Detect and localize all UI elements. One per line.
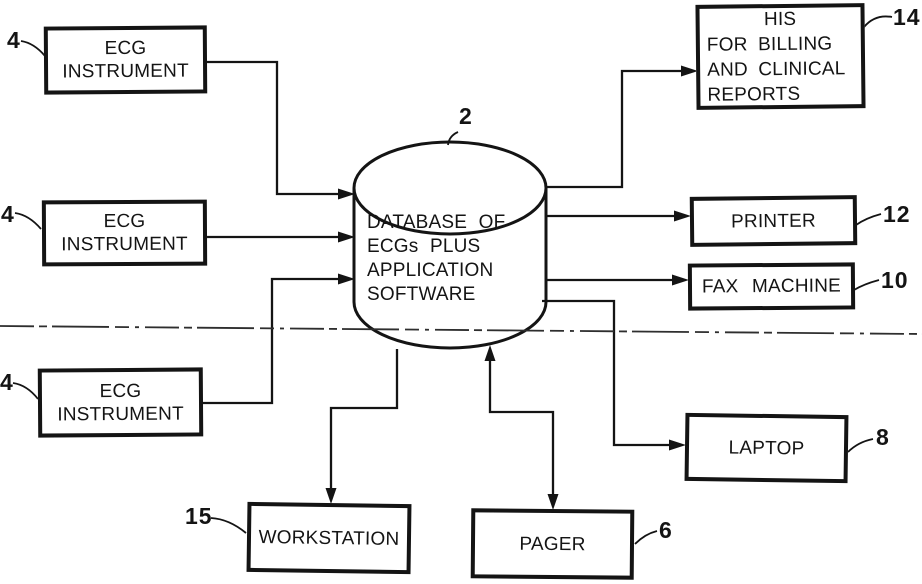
laptop-label: LAPTOP [728, 436, 805, 460]
leader-ref-10 [854, 280, 879, 290]
arrowhead-into-database-top [338, 189, 355, 200]
ecg-instrument-label-line1: ECG [99, 380, 142, 402]
arrowhead-into-database-low [338, 274, 355, 285]
workstation-label: WORKSTATION [258, 526, 400, 550]
ref-label-12: 12 [883, 201, 911, 227]
ref-label-6: 6 [659, 517, 673, 543]
leader-ref-12 [856, 214, 881, 225]
arrowhead-into-pager [548, 494, 559, 510]
database-label-line2: OF ECGs PLUS [367, 212, 506, 257]
fax-machine-box [688, 262, 855, 310]
ref-label-4c: 4 [0, 369, 14, 395]
ref-label-4b: 4 [1, 201, 15, 227]
his-box [695, 3, 865, 110]
database-label-line4: SOFTWARE [367, 284, 476, 305]
ref-label-15: 15 [185, 503, 213, 529]
leader-ref-6 [635, 531, 657, 544]
connector-database-laptop [542, 301, 670, 445]
ref-label-10: 10 [881, 267, 909, 293]
database-label-line3: APPLICATION [367, 260, 494, 281]
database-label [367, 211, 539, 307]
his-label-line3: AND CLINICAL [707, 57, 846, 81]
leader-ref-8 [848, 439, 873, 452]
ecg-instrument-box-2 [42, 200, 207, 267]
leader-ref-4a [21, 41, 45, 56]
fax-machine-label: FAX MACHINE [701, 275, 842, 298]
printer-label: PRINTER [730, 210, 816, 232]
his-label-line1: HIS [763, 8, 797, 30]
arrowhead-into-database-mid [338, 232, 355, 243]
ref-label-4a: 4 [7, 27, 21, 53]
database-label-line1: DATABASE [367, 212, 468, 233]
connector-ecg1-database [207, 62, 339, 194]
leader-ref-4c [13, 383, 38, 399]
ecg-instrument-label-line2: INSTRUMENT [57, 403, 184, 425]
laptop-box [685, 413, 849, 483]
leader-ref-4b [15, 213, 41, 229]
ref-label-14: 14 [893, 4, 921, 30]
connector-database-workstation [331, 349, 397, 489]
ecg-instrument-label-line2: INSTRUMENT [62, 60, 189, 83]
arrowhead-into-workstation [326, 488, 337, 504]
his-label-line2: FOR BILLING [706, 32, 833, 56]
ecg-instrument-box-1 [44, 25, 207, 94]
connector-ecg3-database [203, 279, 339, 403]
pager-label: PAGER [519, 533, 586, 555]
printer-box [690, 195, 858, 247]
arrowhead-into-laptop [669, 440, 686, 451]
arrowhead-into-fax [672, 275, 689, 286]
ecg-instrument-label-line2: INSTRUMENT [61, 233, 188, 256]
ecg-instrument-label-line1: ECG [103, 210, 146, 233]
ecg-instrument-label-line1: ECG [104, 37, 147, 60]
ref-label-8: 8 [876, 424, 890, 450]
pager-box [471, 508, 635, 579]
connector-database-his [546, 71, 682, 187]
his-label-line4: REPORTS [707, 83, 801, 106]
leader-ref-15 [211, 518, 246, 533]
arrowhead-into-printer [674, 211, 691, 222]
ecg-instrument-box-3 [38, 367, 203, 437]
ref-label-2: 2 [459, 103, 473, 129]
leader-ref-14 [864, 16, 892, 27]
connector-pager-database [490, 361, 553, 495]
arrowhead-into-database-bottom [485, 345, 496, 361]
workstation-box [247, 502, 412, 574]
